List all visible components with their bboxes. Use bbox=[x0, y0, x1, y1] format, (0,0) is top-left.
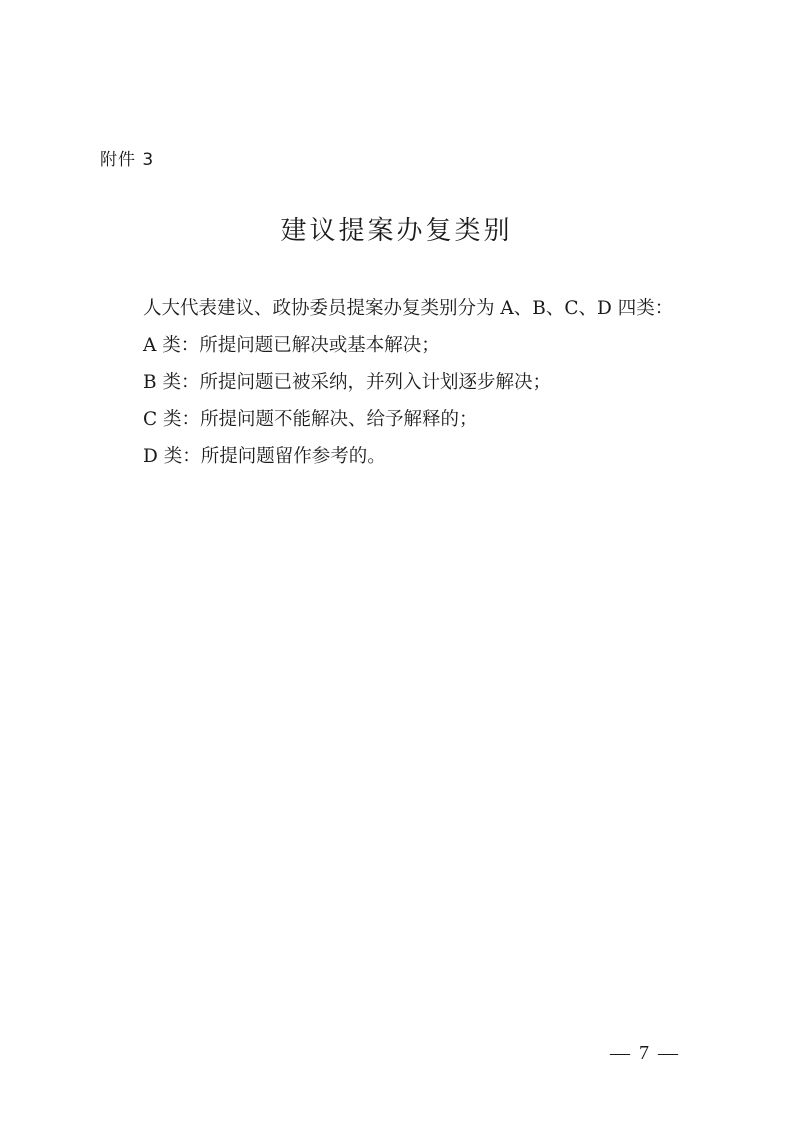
intro-paragraph: 人大代表建议、政协委员提案办复类别分为 A、B、C、D 四类： bbox=[143, 298, 674, 319]
attachment-label: 附件 3 bbox=[100, 150, 155, 170]
category-b-paragraph: B 类：所提问题已被采纳，并列入计划逐步解决； bbox=[143, 372, 551, 393]
document-body bbox=[143, 290, 703, 475]
category-d-paragraph: D 类：所提问题留作参考的。 bbox=[143, 446, 386, 467]
category-a-paragraph: A 类：所提问题已解决或基本解决； bbox=[143, 335, 440, 356]
page-number: — 7 — bbox=[610, 1042, 680, 1064]
category-c-paragraph: C 类：所提问题不能解决、给予解释的； bbox=[143, 409, 478, 430]
document-title: 建议提案办复类别 bbox=[280, 216, 513, 246]
